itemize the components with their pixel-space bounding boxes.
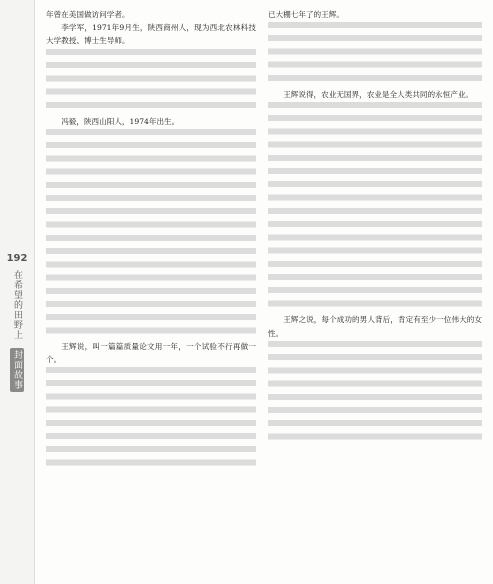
page-gutter: [0, 0, 35, 584]
column-label: 在希望的田野上: [12, 270, 22, 340]
unreadable-text-block: [46, 129, 256, 234]
left-paragraph-2: 李学军，1971年9月生，陕西商州人，现为西北农林科技大学教授、博士生导师。: [46, 23, 256, 46]
unreadable-text-block: [268, 22, 482, 88]
unreadable-text-block: [268, 102, 482, 207]
unreadable-text-block: [46, 367, 256, 472]
running-column-title: [10, 270, 24, 392]
left-paragraph-4: 王辉说，叫一篇篇质量论文用一年，一个试验不行再做一个。: [46, 341, 256, 365]
right-paragraph-2: 王辉说得，农业无国界，农业是全人类共同的永恒产业。: [283, 90, 474, 100]
left-paragraph-3: 冯毅，陕西山阳人，1974年出生。: [61, 116, 180, 126]
unreadable-text-block: [268, 341, 482, 446]
column-tag: 封面故事: [12, 349, 22, 390]
right-text-column: [268, 8, 482, 576]
right-paragraph-3: 王辉之说，每个成功的男人背后，肯定有至少一位伟大的女性。: [268, 315, 482, 338]
right-paragraph-1: 已大棚七年了的王辉。: [268, 10, 344, 19]
unreadable-text-block: [46, 49, 256, 115]
unreadable-text-block: [46, 235, 256, 340]
unreadable-text-block: [268, 208, 482, 313]
left-text-column: [46, 8, 256, 576]
page-number: 192: [6, 253, 28, 264]
left-paragraph-1: 年曾在美国做访问学者。: [46, 10, 130, 19]
